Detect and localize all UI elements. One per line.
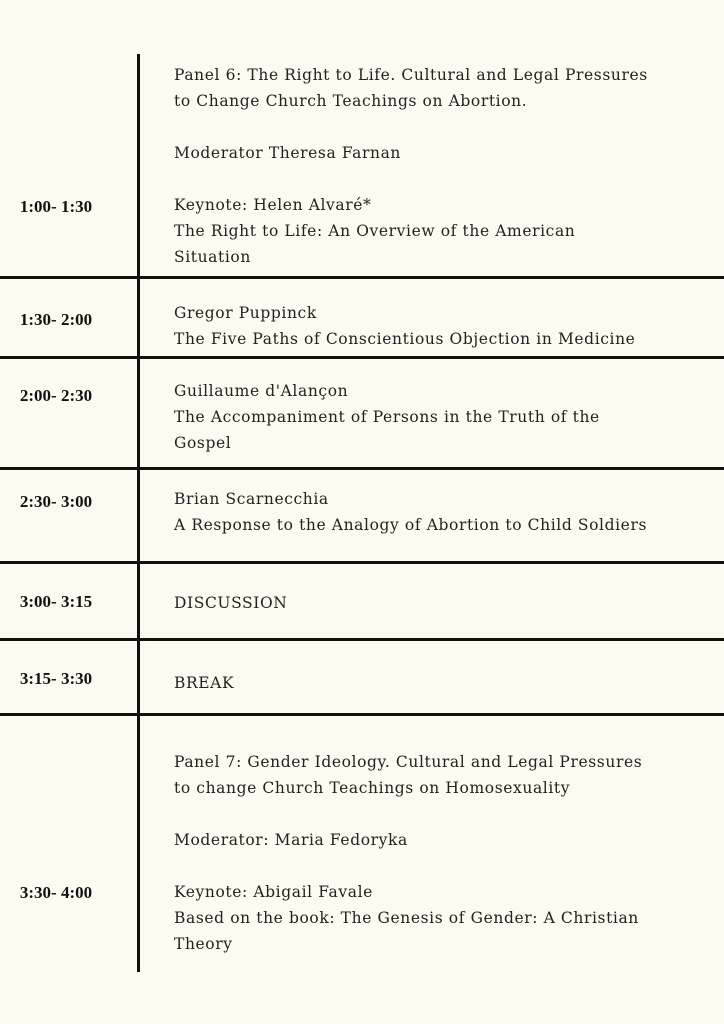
talk-title: Situation	[174, 248, 251, 266]
time-slot: 2:00- 2:30	[19, 386, 93, 405]
panel-title: to change Church Teachings on Homosexuality	[174, 779, 571, 797]
talk-title: Gospel	[174, 434, 232, 452]
break-label: BREAK	[174, 674, 235, 692]
spacer	[174, 166, 704, 192]
talk-title: Based on the book: The Genesis of Gender: A Christian	[174, 909, 639, 927]
time-slot: 3:15- 3:30	[19, 669, 93, 688]
session-details	[174, 590, 704, 616]
row-divider	[0, 561, 724, 564]
talk-title: The Five Paths of Conscientious Objection in Medicine	[174, 330, 636, 348]
panel-title: to Change Church Teachings on Abortion.	[174, 92, 528, 110]
talk-title: The Accompaniment of Persons in the Truth of the	[174, 408, 600, 426]
row-divider	[0, 276, 724, 279]
discussion-label: DISCUSSION	[174, 594, 288, 612]
panel-title: Panel 7: Gender Ideology. Cultural and Legal Pressures	[174, 753, 643, 771]
panel-title: Panel 6: The Right to Life. Cultural and Legal Pressures	[174, 66, 648, 84]
session-details	[174, 670, 704, 696]
talk-title: The Right to Life: An Overview of the American	[174, 222, 576, 240]
session-details	[174, 749, 704, 957]
spacer	[174, 801, 704, 827]
session-details	[174, 378, 704, 456]
time-slot: 3:30- 4:00	[19, 883, 93, 902]
speaker: Gregor Puppinck	[174, 304, 317, 322]
time-slot: 2:30- 3:00	[19, 492, 93, 511]
spacer	[174, 853, 704, 879]
time-slot: 3:00- 3:15	[19, 592, 93, 611]
time-slot: 1:30- 2:00	[19, 310, 93, 329]
keynote: Keynote: Helen Alvaré*	[174, 196, 372, 214]
keynote: Keynote: Abigail Favale	[174, 883, 373, 901]
time-slot: 1:00- 1:30	[19, 197, 93, 216]
speaker: Guillaume d'Alançon	[174, 382, 349, 400]
speaker: Brian Scarnecchia	[174, 490, 329, 508]
row-divider	[0, 356, 724, 359]
talk-title: Theory	[174, 935, 233, 953]
moderator: Moderator Theresa Farnan	[174, 144, 402, 162]
session-details	[174, 486, 704, 538]
row-divider	[0, 467, 724, 470]
row-divider	[0, 638, 724, 641]
row-divider	[0, 713, 724, 716]
moderator: Moderator: Maria Fedoryka	[174, 831, 408, 849]
session-details	[174, 300, 704, 352]
vertical-divider	[137, 54, 140, 972]
talk-title: A Response to the Analogy of Abortion to Child Soldiers	[174, 516, 648, 534]
session-details	[174, 62, 704, 270]
spacer	[174, 114, 704, 140]
